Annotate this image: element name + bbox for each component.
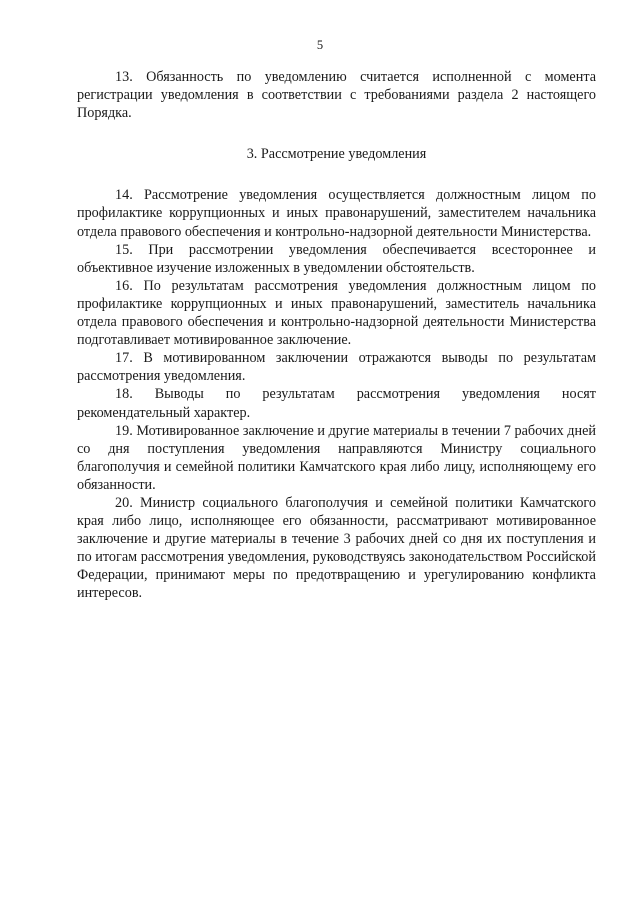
page-number: 5 [316,38,324,52]
document-body [77,68,596,603]
paragraph-18: 18. Выводы по результатам рассмотрения уведомления носят рекомендательный характер. [77,386,596,421]
paragraph-15: 15. При рассмотрении уведомления обеспечивается всестороннее и объективное изучение изложенных в уведомлении обстоятельств. [77,241,596,276]
paragraph-13: 13. Обязанность по уведомлению считается исполненной с момента регистрации уведомления в соответствии с требованиями раздела 2 настоящего Порядка. [77,69,596,122]
paragraph-20: 20. Министр социального благополучия и семейной политики Камчатского края либо лицо, исполняющее его обязанности, рассматривают мотивированное заключение и другие материалы в течение 3 рабочих дней со дня их поступления и по итогам рассмотрения уведомления, руководствуясь законодательством Российской Федерации, принимают меры по предотвращению и урегулированию конфликта интересов. [77,494,596,602]
paragraph-19: 19. Мотивированное заключение и другие материалы в течении 7 рабочих дней со дня поступления уведомления направляются Министру социального благополучия и семейной политики Камчатского края либо лицу, исполняющему его обязанности. [77,422,596,493]
paragraph-17: 17. В мотивированном заключении отражаются выводы по результатам рассмотрения уведомления. [77,350,596,385]
section-heading: 3. Рассмотрение уведомления [246,146,427,163]
paragraph-16: 16. По результатам рассмотрения уведомления должностным лицом по профилактике коррупционных и иных правонарушений, заместитель начальника отдела правового обеспечения и контрольно-надзорной деятельности Министерства подготавливает мотивированное заключение. [77,277,596,349]
paragraph-14: 14. Рассмотрение уведомления осуществляется должностным лицом по профилактике коррупционных и иных правонарушений, заместителем начальника отдела правового обеспечения и контрольно-надзорной деятельности Министерства. [77,187,596,240]
